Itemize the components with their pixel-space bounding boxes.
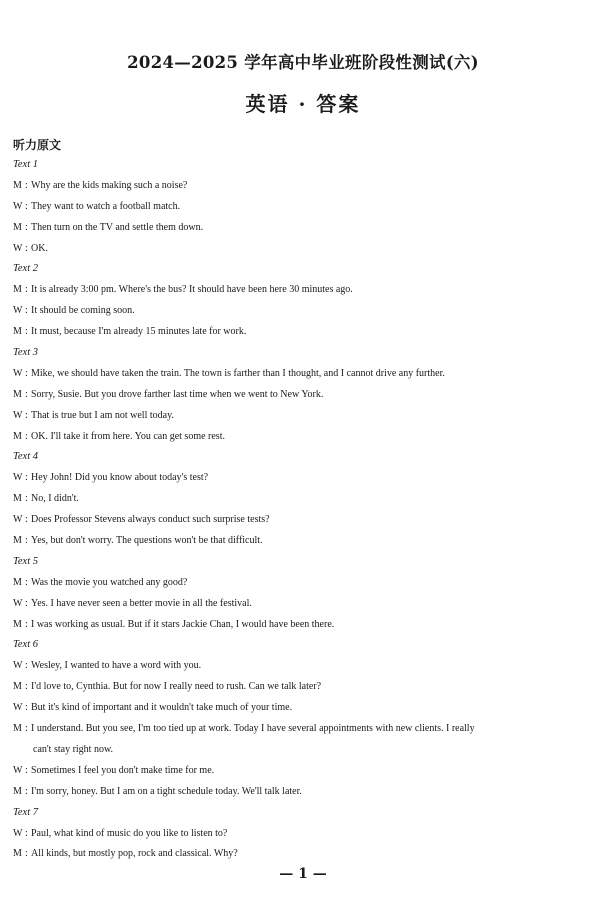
transcript-line (13, 427, 596, 448)
speaker-label: M (13, 785, 22, 797)
transcript-line (13, 468, 596, 489)
speaker-separator: : (25, 618, 28, 630)
transcript-line (13, 322, 596, 343)
transcript-line (13, 677, 596, 698)
transcript-line (13, 573, 596, 594)
speaker-separator: : (25, 493, 28, 505)
utterance-text: No, I didn't. (31, 493, 79, 505)
speaker-label: W (13, 660, 23, 672)
page-title: 2024—2025 学年高中毕业班阶段性测试(六) (127, 53, 479, 72)
speaker-label: W (13, 409, 23, 421)
text-label: Text 2 (13, 263, 38, 275)
page-number: — 1 — (279, 866, 327, 882)
speaker-label: W (13, 827, 23, 839)
speaker-label: M (13, 221, 22, 233)
text-label: Text 1 (13, 159, 38, 170)
transcript-line (13, 176, 596, 197)
text-label: Text 6 (13, 639, 38, 651)
utterance-text: Wesley, I wanted to have a word with you. (31, 660, 202, 672)
utterance-text: That is true but I am not well today. (31, 409, 174, 421)
transcript-line (13, 844, 596, 865)
transcript-line (13, 594, 596, 615)
utterance-text: All kinds, but mostly pop, rock and classical. Why? (31, 848, 238, 860)
speaker-separator: : (25, 409, 28, 421)
utterance-text: I was working as usual. But if it stars Jackie Chan, I would have been there. (31, 618, 335, 630)
speaker-separator: : (25, 827, 28, 839)
speaker-separator: : (25, 576, 28, 588)
utterance-text: It must, because I'm already 15 minutes late for work. (31, 326, 247, 338)
text-label: Text 5 (13, 555, 38, 567)
transcript-line (13, 489, 596, 510)
utterance-text: But it's kind of important and it wouldn't take much of your time. (31, 702, 293, 714)
transcript-line (13, 301, 596, 322)
speaker-separator: : (25, 472, 28, 484)
speaker-separator: : (25, 284, 28, 296)
speaker-label: W (13, 242, 23, 254)
speaker-separator: : (25, 514, 28, 526)
transcript-line (13, 510, 596, 531)
page-subtitle: 英语 · 答案 (245, 92, 361, 116)
speaker-separator: : (25, 535, 28, 547)
speaker-label: W (13, 597, 23, 609)
transcript-line (13, 656, 596, 677)
utterance-text: Mike, we should have taken the train. The town is farther than I thought, and I cannot drive any further. (31, 367, 445, 379)
speaker-label: M (13, 618, 22, 630)
text-label: Text 4 (13, 451, 38, 463)
speaker-separator: : (25, 242, 28, 254)
speaker-label: M (13, 723, 22, 735)
transcript-line (13, 218, 596, 239)
utterance-text: Sometimes I feel you don't make time for me. (31, 764, 215, 776)
speaker-separator: : (25, 326, 28, 338)
transcript-line (13, 761, 596, 782)
transcript-line (13, 531, 596, 552)
speaker-label: M (13, 681, 22, 693)
utterance-text: I'm sorry, honey. But I am on a tight schedule today. We'll talk later. (31, 785, 302, 797)
utterance-text: Why are the kids making such a noise? (31, 179, 188, 191)
utterance-text: Was the movie you watched any good? (31, 576, 188, 588)
speaker-separator: : (25, 179, 28, 191)
transcript-line (13, 406, 596, 427)
speaker-label: M (13, 284, 22, 296)
transcript-line (13, 197, 596, 218)
speaker-label: M (13, 848, 22, 860)
utterance-text: It should be coming soon. (31, 305, 135, 317)
speaker-separator: : (25, 221, 28, 233)
transcript-line (13, 782, 596, 803)
speaker-label: M (13, 326, 22, 338)
utterance-text: Hey John! Did you know about today's test? (31, 472, 209, 484)
utterance-text: I'd love to, Cynthia. But for now I really need to rush. Can we talk later? (31, 681, 322, 693)
transcript-line (13, 698, 596, 719)
utterance-text: Yes, but don't worry. The questions won't be that difficult. (31, 535, 263, 547)
speaker-separator: : (25, 785, 28, 797)
text-label: Text 7 (13, 806, 38, 818)
speaker-label: M (13, 493, 22, 505)
speaker-separator: : (25, 681, 28, 693)
speaker-separator: : (25, 702, 28, 714)
utterance-text: Yes. I have never seen a better movie in all the festival. (31, 597, 252, 609)
transcript-line (13, 385, 596, 406)
speaker-label: W (13, 305, 23, 317)
transcript-line (13, 719, 596, 740)
speaker-separator: : (25, 597, 28, 609)
speaker-label: M (13, 179, 22, 191)
transcript-line-continuation: can't stay right now. (33, 743, 114, 755)
speaker-separator: : (25, 388, 28, 400)
text-label: Text 3 (13, 347, 38, 359)
speaker-label: W (13, 514, 23, 526)
speaker-label: W (13, 764, 23, 776)
utterance-text: Does Professor Stevens always conduct such surprise tests? (31, 514, 270, 526)
speaker-separator: : (25, 430, 28, 442)
speaker-label: W (13, 472, 23, 484)
transcript-line (13, 615, 596, 636)
section-heading: 听力原文 (13, 138, 62, 152)
utterance-text: Then turn on the TV and settle them down. (31, 221, 204, 233)
speaker-label: M (13, 576, 22, 588)
speaker-label: M (13, 430, 22, 442)
transcript-line (13, 280, 596, 301)
utterance-text: Paul, what kind of music do you like to listen to? (31, 827, 228, 839)
speaker-separator: : (25, 367, 28, 379)
speaker-label: W (13, 200, 23, 212)
utterance-text: OK. I'll take it from here. You can get some rest. (31, 430, 225, 442)
speaker-separator: : (25, 305, 28, 317)
speaker-label: M (13, 535, 22, 547)
utterance-text: They want to watch a football match. (31, 200, 181, 212)
speaker-separator: : (25, 848, 28, 860)
speaker-label: W (13, 702, 23, 714)
transcript-body (13, 155, 596, 865)
utterance-text: Sorry, Susie. But you drove farther last time when we went to New York. (31, 388, 324, 400)
speaker-label: W (13, 367, 23, 379)
speaker-label: M (13, 388, 22, 400)
speaker-separator: : (25, 764, 28, 776)
transcript-line (13, 239, 596, 260)
utterance-text: It is already 3:00 pm. Where's the bus? It should have been here 30 minutes ago. (31, 284, 353, 296)
speaker-separator: : (25, 200, 28, 212)
speaker-separator: : (25, 723, 28, 735)
utterance-text: I understand. But you see, I'm too tied up at work. Today I have several appointments with new clients. I really (31, 723, 475, 735)
utterance-text: OK. (31, 242, 48, 254)
transcript-line (13, 364, 596, 385)
speaker-separator: : (25, 660, 28, 672)
transcript-line (13, 824, 596, 845)
